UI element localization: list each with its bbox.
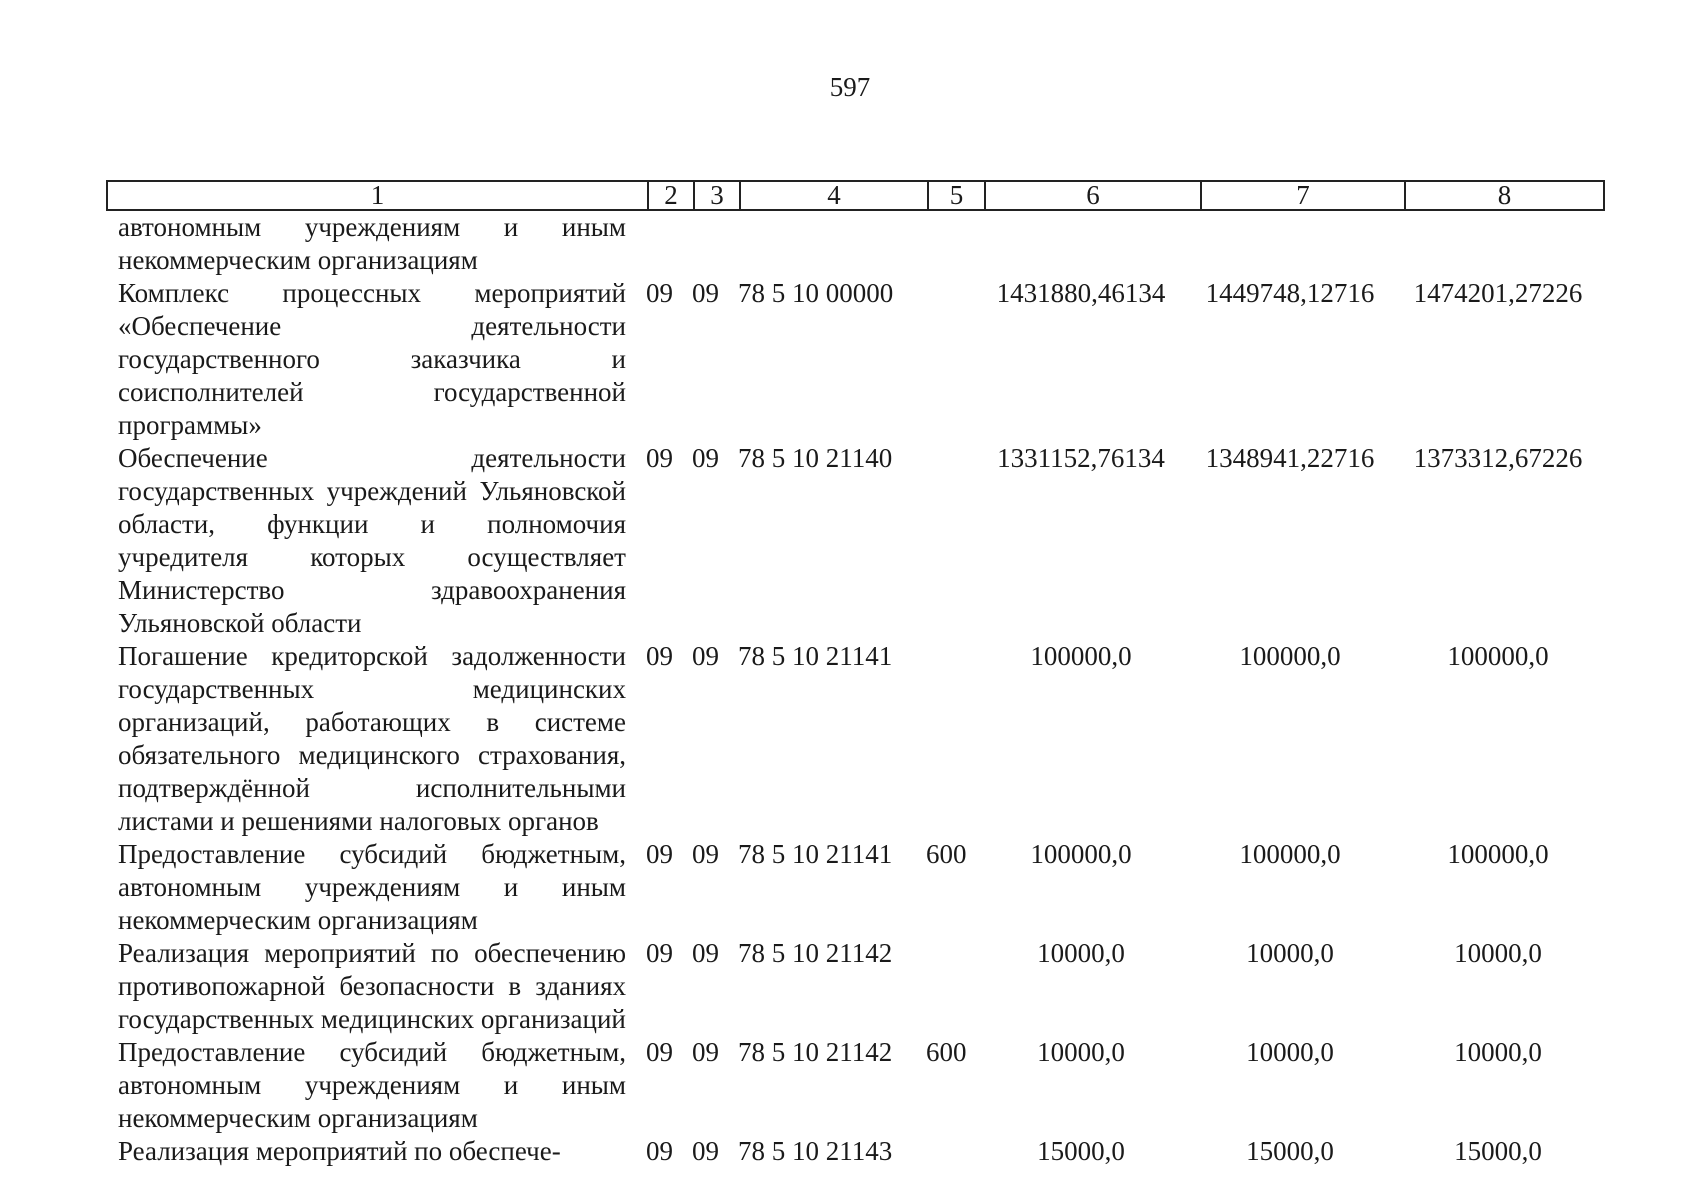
column-header-7: 7	[1202, 182, 1406, 209]
target-article-code: 78 5 10 00000	[738, 278, 894, 308]
table-row	[0, 1135, 1696, 1168]
table-body	[0, 211, 1696, 1168]
section-code: 09	[646, 839, 673, 869]
target-article-code: 78 5 10 21142	[738, 1037, 893, 1067]
row-description: Погашение кредиторской задолженности государственных медицинских организаций, работающих в системе обязательного медицинского страхования, подтверждённой исполнительными листами и решениями налоговых органов	[118, 641, 626, 836]
amount-col-6: 10000,0	[1037, 1037, 1125, 1067]
page-number	[0, 74, 1696, 101]
section-code: 09	[646, 1136, 673, 1166]
row-description: Комплекс процессных мероприятий «Обеспечение деятельности государственного заказчика и соисполнителей государственной программы»	[118, 278, 626, 440]
section-code: 09	[646, 641, 673, 671]
table-row	[0, 211, 1696, 277]
subsection-code: 09	[692, 839, 719, 869]
column-header-6: 6	[986, 182, 1202, 209]
amount-col-6: 100000,0	[1030, 641, 1132, 671]
section-code: 09	[646, 1037, 673, 1067]
table-row	[0, 937, 1696, 1036]
amount-col-8: 100000,0	[1447, 839, 1549, 869]
table-row	[0, 1036, 1696, 1135]
subsection-code: 09	[692, 641, 719, 671]
target-article-code: 78 5 10 21141	[738, 839, 893, 869]
table-row	[0, 277, 1696, 442]
row-description: Предоставление субсидий бюджетным, автономным учреждениям и иным некоммерческим организациям	[118, 839, 626, 935]
amount-col-8: 10000,0	[1454, 938, 1542, 968]
section-code: 09	[646, 938, 673, 968]
row-description: автономным учреждениям и иным некоммерческим организациям	[118, 212, 626, 275]
amount-col-6: 1431880,46134	[996, 278, 1166, 308]
amount-col-7: 100000,0	[1239, 839, 1341, 869]
column-header-4: 4	[741, 182, 929, 209]
amount-col-7: 15000,0	[1246, 1136, 1334, 1166]
page-number-text: 597	[829, 72, 871, 102]
column-header-row	[106, 180, 1605, 211]
amount-col-7: 1449748,12716	[1205, 278, 1375, 308]
column-header-8: 8	[1497, 180, 1512, 210]
target-article-code: 78 5 10 21140	[738, 443, 893, 473]
subsection-code: 09	[692, 1037, 719, 1067]
section-code: 09	[646, 443, 673, 473]
row-description: Реализация мероприятий по обеспечению противопожарной безопасности в зданиях государственных медицинских организаций	[118, 938, 626, 1034]
amount-col-7: 1348941,22716	[1205, 443, 1375, 473]
amount-col-8: 1373312,67226	[1413, 443, 1583, 473]
column-header-1: 1	[108, 182, 649, 209]
section-code: 09	[646, 278, 673, 308]
column-header-2: 2	[649, 182, 695, 209]
amount-col-6: 10000,0	[1037, 938, 1125, 968]
amount-col-6: 1331152,76134	[997, 443, 1165, 473]
expense-type-code: 600	[926, 1037, 967, 1067]
column-header-5: 5	[929, 182, 986, 209]
amount-col-8: 10000,0	[1454, 1037, 1542, 1067]
amount-col-7: 100000,0	[1239, 641, 1341, 671]
amount-col-7: 10000,0	[1246, 938, 1334, 968]
row-description: Обеспечение деятельности государственных учреждений Ульяновской области, функции и полномочия учредителя которых осуществляет Министерство здравоохранения Ульяновской области	[118, 443, 626, 638]
table-row	[0, 442, 1696, 640]
table-row	[0, 640, 1696, 838]
target-article-code: 78 5 10 21143	[738, 1136, 893, 1166]
subsection-code: 09	[692, 278, 719, 308]
table-row	[0, 838, 1696, 937]
column-header-3: 3	[695, 182, 741, 209]
subsection-code: 09	[692, 1136, 719, 1166]
row-description: Реализация мероприятий по обеспече-	[118, 1136, 561, 1166]
subsection-code: 09	[692, 938, 719, 968]
target-article-code: 78 5 10 21142	[738, 938, 893, 968]
amount-col-8: 1474201,27226	[1413, 278, 1583, 308]
amount-col-6: 15000,0	[1037, 1136, 1125, 1166]
subsection-code: 09	[692, 443, 719, 473]
amount-col-6: 100000,0	[1030, 839, 1132, 869]
amount-col-8: 100000,0	[1447, 641, 1549, 671]
amount-col-8: 15000,0	[1454, 1136, 1542, 1166]
row-description: Предоставление субсидий бюджетным, автономным учреждениям и иным некоммерческим организациям	[118, 1037, 626, 1133]
target-article-code: 78 5 10 21141	[738, 641, 893, 671]
expense-type-code: 600	[926, 839, 967, 869]
amount-col-7: 10000,0	[1246, 1037, 1334, 1067]
